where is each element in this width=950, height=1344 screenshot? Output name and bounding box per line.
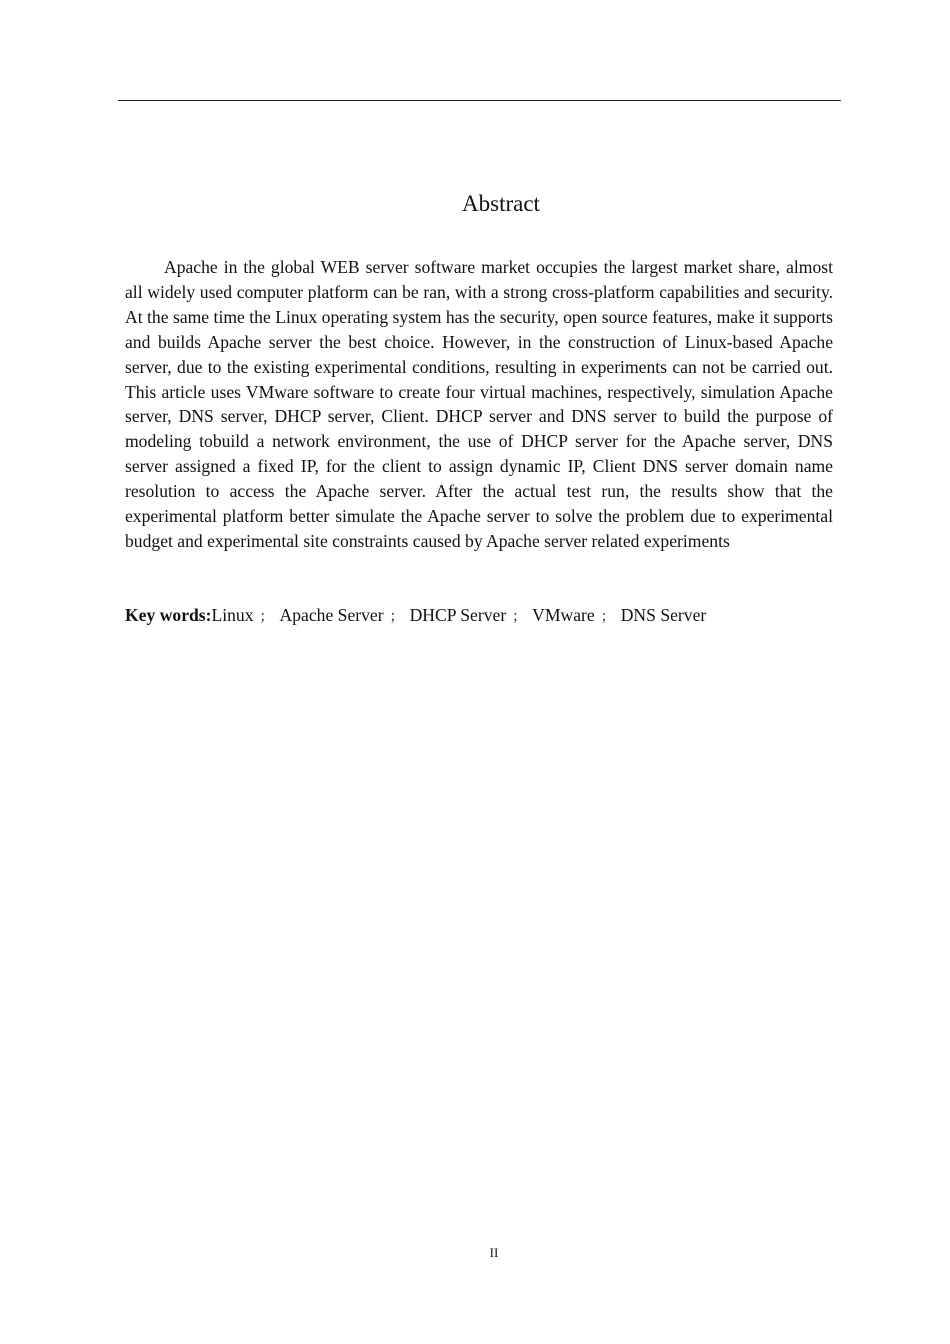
keyword-separator: ； (512, 610, 527, 625)
keyword-separator: ； (389, 610, 404, 625)
keyword-item: DNS Server (620, 605, 707, 625)
abstract-body: Apache in the global WEB server software market occupies the largest market share, almost all widely used computer platform can be ran, with a strong cross-platform capabilities and security. At the same time the Linux operating system has the security, open source features, make it supports and builds Apache server the best choice. However, in the construction of Linux-based Apache server, due to the existing experimental conditions, resulting in experiments can not be carried out. This article uses VMware software to create four virtual machines, respectively, simulation Apache server, DNS server, DHCP server, Client. DHCP server and DNS server to build the purpose of modeling tobuild a network environment, the use of DHCP server for the Apache server, DNS server assigned a fixed IP, for the client to assign dynamic IP, Client DNS server domain name resolution to access the Apache server. After the actual test run, the results show that the experimental platform better simulate the Apache server to solve the problem due to experimental budget and experimental site constraints caused by Apache server related experiments (125, 257, 833, 551)
abstract-title: Abstract (462, 191, 540, 216)
header-rule (118, 100, 841, 101)
keyword-item: DHCP Server (409, 605, 507, 625)
keyword-item: Linux (211, 605, 254, 625)
keyword-item: Apache Server (279, 605, 384, 625)
keywords-label: Key words: (125, 605, 212, 625)
keyword-separator: ； (259, 610, 274, 625)
keywords-line (125, 603, 845, 630)
keyword-separator: ； (600, 610, 615, 625)
keyword-item: VMware (532, 605, 595, 625)
page-number: II (489, 1245, 499, 1260)
